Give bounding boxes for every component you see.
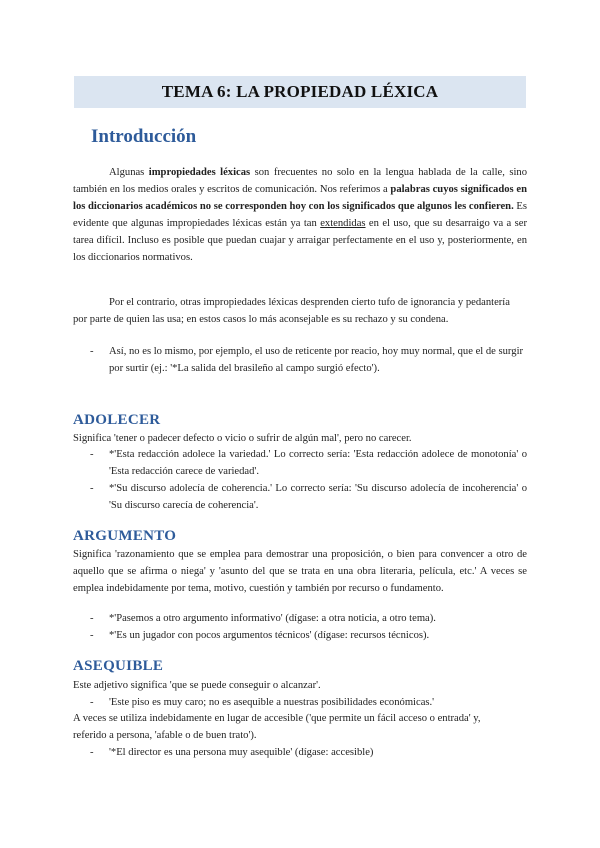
title-banner [74, 76, 526, 108]
text-run: Algunas [109, 167, 149, 178]
section-heading-argumento: ARGUMENTO [73, 528, 177, 544]
intro-bullet [73, 343, 527, 377]
bullet-text: *'Su discurso adolecía de coherencia.' Lo correcto sería: 'Su discurso adolecía de incoherencia' o 'Su discurso carecía de coherencia'. [109, 483, 527, 511]
dash-marker: - [90, 747, 94, 758]
bullet-argumento-1 [73, 610, 527, 627]
bullet-text: Así, no es lo mismo, por ejemplo, el uso de reticente por reacio, hoy muy normal, que el de surgir por surtir (ej.: '*La salida del brasileño al campo surgió efecto'). [109, 346, 524, 374]
text-run: son frecuentes no solo en la lengua hablada de la calle, sino también en los medios orales y escritos de comunicación. Nos referimos a [73, 167, 527, 195]
bold-run: impropiedades léxicas [148, 167, 251, 178]
definition-asequible-2: A veces se utiliza indebidamente en lugar de accesible ('que permite un fácil acceso o entrada' y, referido a persona, 'afable o de buen trato'). [73, 713, 481, 741]
text-run: en el uso, que su desarraigo va a ser tarea difícil. Incluso es posible que puedan cuajar y arraigar perfectamente en el uso y, posteriormente, en los diccionarios normativos. [73, 218, 528, 263]
bullet-text: *'Pasemos a otro argumento informativo' (dígase: a otra noticia, a otro tema). [109, 613, 436, 624]
bullet-adolecer-2 [73, 480, 527, 514]
dash-marker: - [90, 483, 94, 494]
definition-asequible: Este adjetivo significa 'que se puede conseguir o alcanzar'. [73, 680, 321, 691]
text-run: Es evidente que algunas impropiedades léxicas están ya tan [73, 201, 527, 229]
bullet-asequible-1 [73, 694, 527, 711]
section-heading-asequible: ASEQUIBLE [73, 658, 164, 674]
definition-argumento: Significa 'razonamiento que se emplea para demostrar una proposición, o bien para convencer a otro de aquello que se afirma o niega' y 'asunto del que se trata en una obra literaria, película, etc.' A veces se emplea indebidamente por tema, motivo, cuestión y también por recurso o fundamento. [73, 549, 527, 594]
section-heading-adolecer: ADOLECER [73, 412, 161, 428]
dash-marker: - [90, 697, 94, 708]
dash-marker: - [90, 613, 94, 624]
bullet-asequible-2 [73, 744, 527, 761]
bullet-text: *'Esta redacción adolece la variedad.' Lo correcto sería: 'Esta redacción adolece de monotonía' o 'Esta redacción carece de variedad'. [109, 449, 527, 477]
bullet-text: 'Este piso es muy caro; no es asequible a nuestras posibilidades económicas.' [109, 697, 435, 708]
bullet-argumento-2 [73, 627, 527, 644]
bullet-text: *'Es un jugador con pocos argumentos técnicos' (dígase: recursos técnicos). [109, 630, 430, 641]
intro-paragraph-1 [73, 164, 527, 266]
intro-heading: Introducción [91, 126, 197, 147]
bullet-adolecer-1 [73, 446, 527, 480]
bullet-text: '*El director es una persona muy asequible' (dígase: accesible) [109, 747, 374, 758]
dash-marker: - [90, 346, 94, 357]
bold-run: palabras cuyos significados en los diccionarios académicos no se corresponden hoy con los significados que algunos les confieren. [73, 184, 527, 212]
dash-marker: - [90, 449, 94, 460]
dash-marker: - [90, 630, 94, 641]
page-title: TEMA 6: LA PROPIEDAD LÉXICA [161, 82, 439, 101]
underlined-run: extendidas [320, 218, 366, 229]
definition-adolecer: Significa 'tener o padecer defecto o vicio o sufrir de algún mal', pero no carecer. [73, 433, 412, 444]
intro-paragraph-2: Por el contrario, otras impropiedades léxicas desprenden cierto tufo de ignorancia y pedantería por parte de quien las usa; en estos casos lo más aconsejable es su rechazo y su condena. [73, 297, 510, 325]
